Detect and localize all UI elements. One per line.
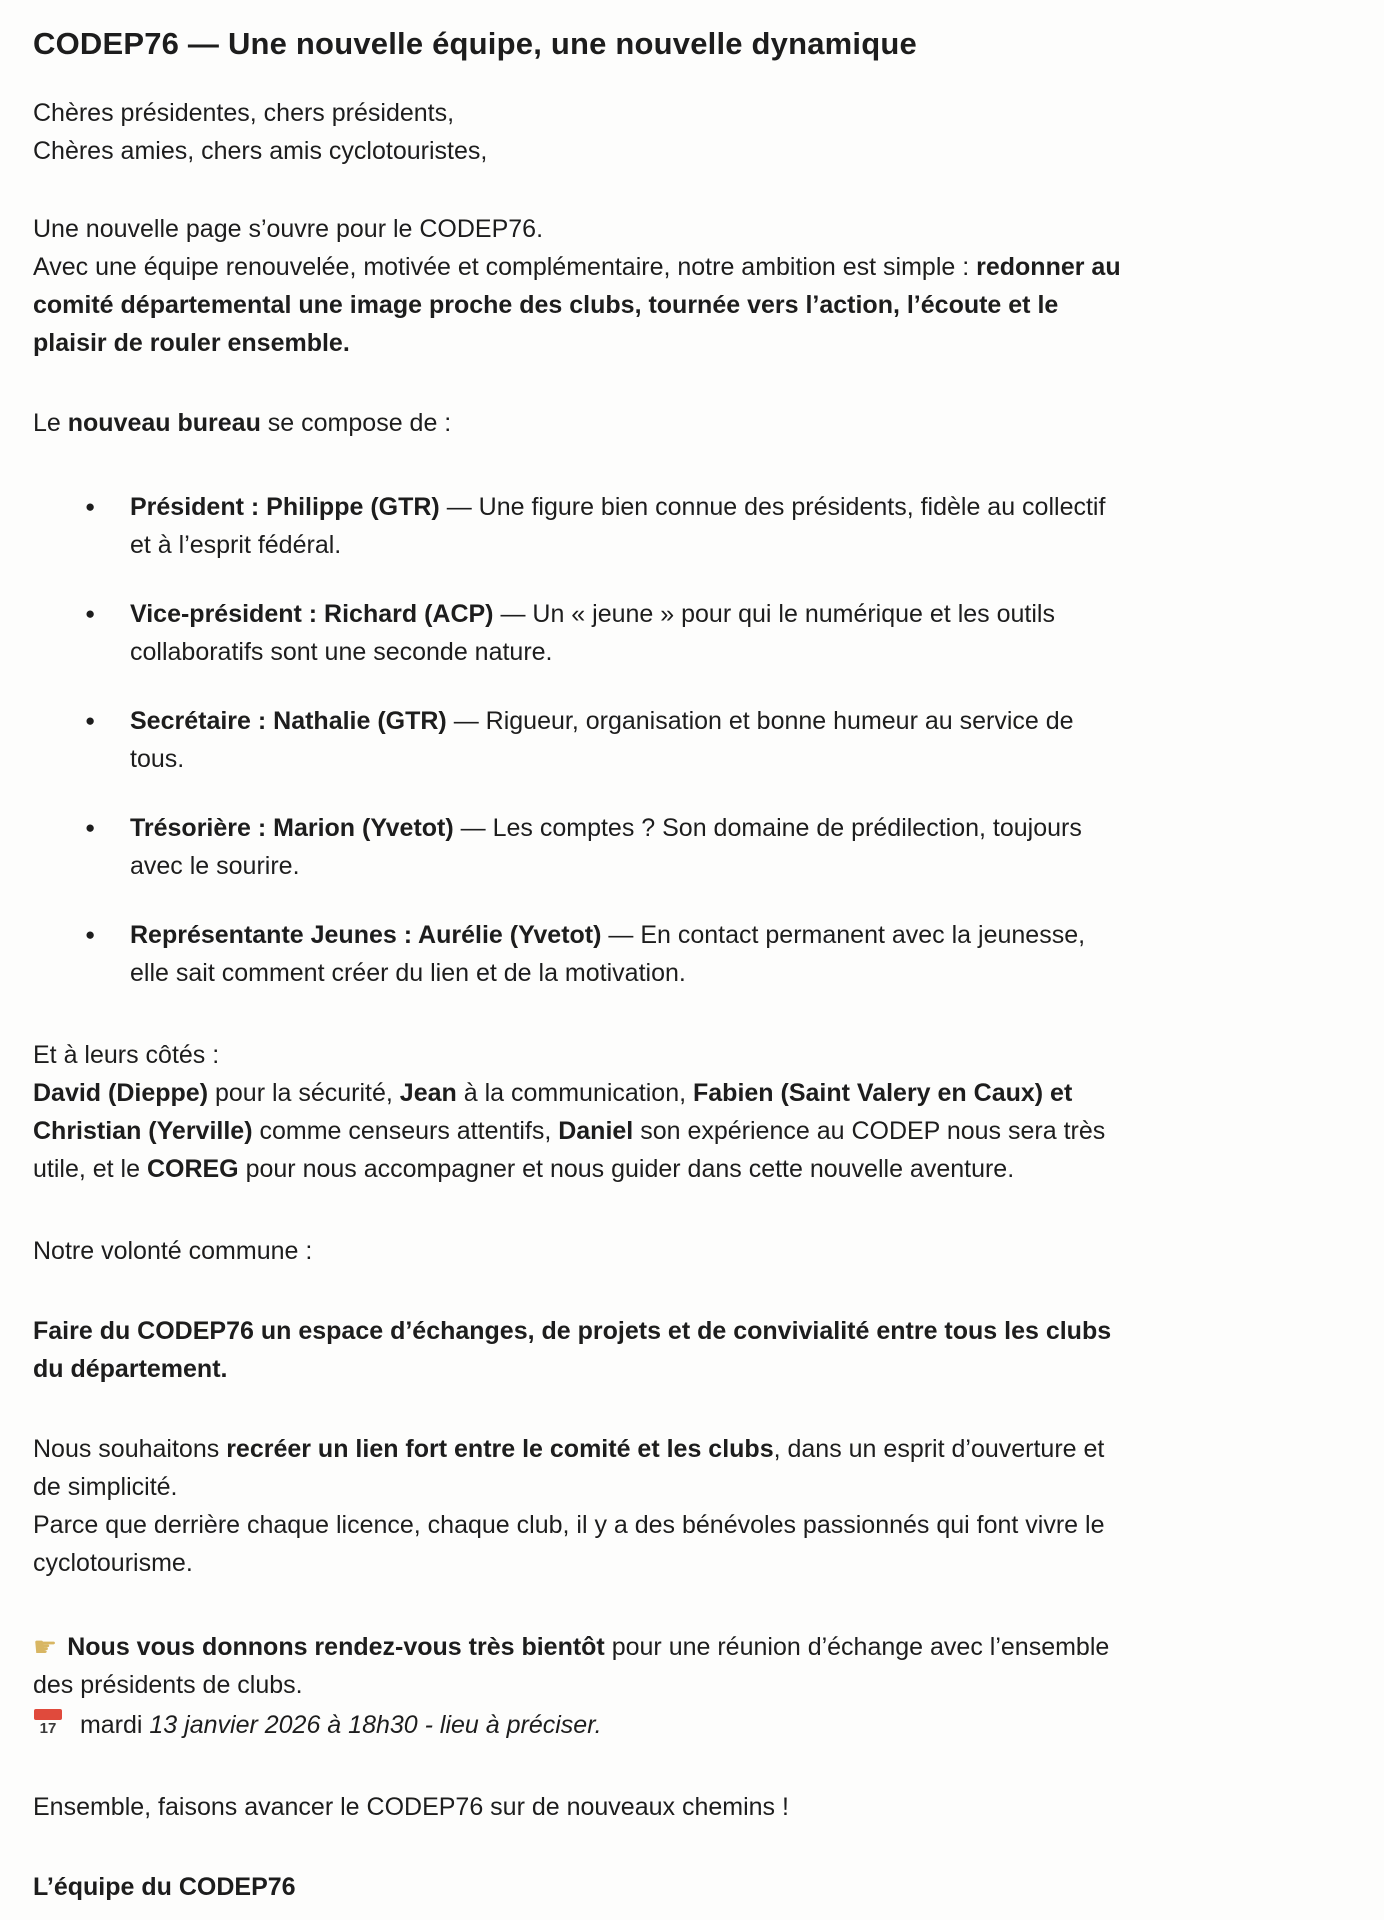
lien-paragraph: Nous souhaitons recréer un lien fort entre le comité et les clubs, dans un esprit d’ouverture et de simplicité. Parce que derrière chaque licence, chaque club, il y a des bénévoles passionnés qui font vivre le cyclotourisme. [33,1435,1105,1577]
bullet-marker: ● [85,925,96,944]
list-item-text: Président : Philippe (GTR) — Une figure bien connue des présidents, fidèle au collectif et à l’esprit fédéral. [130,493,1106,559]
bullet-marker: ● [85,604,96,623]
list-item [85,488,1340,564]
volonte-line: Notre volonté commune : [33,1237,313,1265]
signature-line: L’équipe du CODEP76 [33,1873,296,1901]
closing-line: Ensemble, faisons avancer le CODEP76 sur de nouveaux chemins ! [33,1793,789,1821]
calendar-icon [33,1708,63,1740]
date-text: mardi 13 janvier 2026 à 18h30 - lieu à préciser. [73,1711,602,1739]
intro-paragraph: Une nouvelle page s’ouvre pour le CODEP76. Avec une équipe renouvelée, motivée et complémentaire, notre ambition est simple : redonner au comité départemental une image proche des clubs, tournée vers l’action, l’écoute et le plaisir de rouler ensemble. [33,215,1121,357]
rdv-text: Nous vous donnons rendez-vous très bientôt pour une réunion d’échange avec l’ensemble des présidents de clubs. [33,1633,1110,1699]
rdv-paragraph [33,1628,1123,1704]
list-item-text: Représentante Jeunes : Aurélie (Yvetot) — En contact permanent avec la jeunesse, elle sait comment créer du lien et de la motivation. [130,921,1086,987]
bullet-marker: ● [85,711,96,730]
list-item [85,595,1340,671]
salutation: Chères présidentes, chers présidents, Chères amies, chers amis cyclotouristes, [33,99,488,165]
list-item [85,809,1340,885]
bureau-intro: Le nouveau bureau se compose de : [33,409,452,437]
list-item-text: Vice-président : Richard (ACP) — Un « jeune » pour qui le numérique et les outils collaboratifs sont une seconde nature. [130,600,1055,666]
list-item-text: Secrétaire : Nathalie (GTR) — Rigueur, organisation et bonne humeur au service de tous. [130,707,1074,773]
pointing-hand-icon: ☛ [33,1632,58,1662]
list-item-text: Trésorière : Marion (Yvetot) — Les comptes ? Son domaine de prédilection, toujours avec le sourire. [130,814,1082,880]
mission-statement: Faire du CODEP76 un espace d’échanges, de projets et de convivialité entre tous les clubs du département. [33,1317,1112,1383]
bureau-list [33,488,1340,992]
calendar-icon-day: 17 [39,1720,57,1737]
bullet-marker: ● [85,497,96,516]
bullet-marker: ● [85,818,96,837]
list-item [85,916,1340,992]
list-item [85,702,1340,778]
date-line [33,1706,1123,1744]
document-title: CODEP76 — Une nouvelle équipe, une nouvelle dynamique [33,26,917,61]
cotes-paragraph: Et à leurs côtés : David (Dieppe) pour la sécurité, Jean à la communication, Fabien (Saint Valery en Caux) et Christian (Yerville) comme censeurs attentifs, Daniel son expérience au CODEP nous sera très utile, et le COREG pour nous accompagner et nous guider dans cette nouvelle aventure. [33,1041,1106,1183]
